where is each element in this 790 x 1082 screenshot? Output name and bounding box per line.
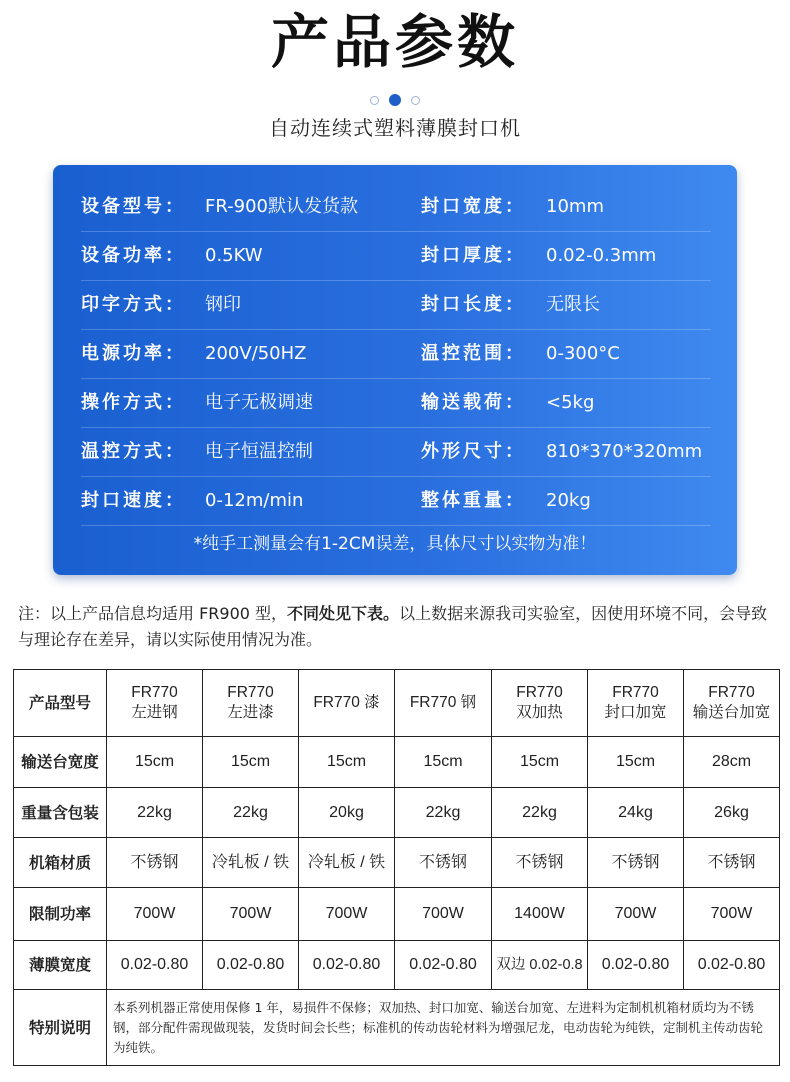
model-cell	[299, 670, 395, 737]
table-cell: 不锈钢	[684, 838, 780, 888]
row-header: 机箱材质	[14, 838, 107, 888]
spec-row	[81, 329, 711, 379]
table-cell: 不锈钢	[107, 838, 203, 888]
notice-text	[18, 601, 768, 653]
table-cell: 700W	[203, 888, 299, 941]
table-cell: 28cm	[684, 737, 780, 788]
table-cell: 15cm	[588, 737, 684, 788]
table-cell: 冷轧板 / 铁	[299, 838, 395, 888]
model-cell	[395, 670, 492, 737]
model-cell	[492, 670, 588, 737]
table-cell: 22kg	[395, 788, 492, 838]
spec-value: FR-900默认发货款	[205, 196, 358, 217]
spec-label: 外形尺寸：	[421, 441, 526, 462]
spec-value: 无限长	[546, 294, 600, 315]
row-header: 输送台宽度	[14, 737, 107, 788]
spec-value: 0.5KW	[205, 245, 263, 266]
spec-label: 输送载荷：	[421, 392, 526, 413]
row-header: 限制功率	[14, 888, 107, 941]
model-line-1: FR770	[612, 684, 659, 701]
model-line-2: 左进钢	[131, 704, 178, 721]
table-cell: 15cm	[395, 737, 492, 788]
spec-label: 整体重量：	[421, 490, 526, 511]
table-cell: 22kg	[107, 788, 203, 838]
table-cell: 22kg	[492, 788, 588, 838]
spec-row	[81, 427, 711, 477]
spec-value: 10mm	[546, 196, 604, 217]
product-name: 自动连续式塑料薄膜封口机	[269, 116, 521, 140]
measurement-note: *纯手工测量会有1-2CM误差，具体尺寸以实物为准！	[193, 534, 597, 554]
notice-part-1: 注：以上产品信息均适用 FR900 型，	[18, 604, 288, 623]
spec-label: 温控方式：	[81, 441, 186, 462]
row-header: 特别说明	[14, 990, 107, 1066]
table-cell: 冷轧板 / 铁	[203, 838, 299, 888]
table-cell: 0.02-0.80	[588, 941, 684, 990]
table-cell: 15cm	[107, 737, 203, 788]
spec-row	[81, 182, 711, 232]
table-cell: 26kg	[684, 788, 780, 838]
model-cell	[107, 670, 203, 737]
notice-part-2: 以上数据来源我司实验室，因使用环境不同，会导致与理论存在差异，请以实际使用情况为准。	[18, 604, 768, 649]
table-cell: 不锈钢	[492, 838, 588, 888]
table-cell: 700W	[107, 888, 203, 941]
model-cell	[684, 670, 780, 737]
carousel-dot-2-active[interactable]	[389, 94, 401, 106]
model-cell	[203, 670, 299, 737]
table-cell: 双边 0.02-0.8	[492, 941, 588, 990]
carousel-dot-1[interactable]	[370, 96, 379, 105]
spec-value: 810*370*320mm	[546, 441, 703, 462]
table-cell: 0.02-0.80	[395, 941, 492, 990]
page-title: 产品参数	[270, 8, 519, 76]
spec-value: 电子恒温控制	[205, 441, 313, 462]
row-header: 重量含包装	[14, 788, 107, 838]
spec-label: 设备型号：	[81, 196, 186, 217]
table-row	[14, 838, 780, 888]
spec-value: 20kg	[546, 490, 591, 511]
table-cell: 0.02-0.80	[684, 941, 780, 990]
spec-label: 电源功率：	[81, 343, 186, 364]
table-cell: 700W	[299, 888, 395, 941]
spec-value: 电子无极调速	[205, 392, 313, 413]
table-row	[14, 788, 780, 838]
model-line-1: FR770	[227, 684, 274, 701]
spec-value: <5kg	[546, 392, 595, 413]
spec-label: 封口长度：	[421, 294, 526, 315]
table-cell: 15cm	[299, 737, 395, 788]
notice-emphasis: 不同处见下表。	[287, 604, 400, 623]
spec-label: 封口速度：	[81, 490, 186, 511]
model-line-2: 输送台加宽	[692, 704, 771, 721]
spec-value: 200V/50HZ	[205, 343, 307, 364]
table-header-row	[14, 670, 780, 737]
spec-label: 印字方式：	[81, 294, 186, 315]
model-line-2: 封口加宽	[604, 704, 667, 721]
model-line-1: FR770	[516, 684, 563, 701]
table-cell: 700W	[588, 888, 684, 941]
spec-row	[81, 231, 711, 281]
table-cell: 0.02-0.80	[107, 941, 203, 990]
spec-row	[81, 280, 711, 330]
model-line-1: FR770	[708, 684, 755, 701]
table-cell: 22kg	[203, 788, 299, 838]
remark-text: 本系列机器正常使用保修 1 年，易损件不保修；双加热、封口加宽、输送台加宽、左进料为定制机机箱材质均为不锈钢，部分配件需现做现装，发货时间会长些；标准机的传动齿轮材料为增强尼龙，电动齿轮为纯铁，定制机主传动齿轮为纯铁。	[107, 990, 780, 1066]
model-line-2: 左进漆	[227, 704, 274, 721]
model-line-2: 双加热	[516, 704, 563, 721]
table-cell: 24kg	[588, 788, 684, 838]
table-cell: 700W	[684, 888, 780, 941]
spec-card	[53, 165, 737, 575]
table-row	[14, 737, 780, 788]
spec-label: 封口厚度：	[421, 245, 526, 266]
model-comparison-table	[13, 669, 780, 1066]
table-cell: 20kg	[299, 788, 395, 838]
spec-label: 温控范围：	[421, 343, 526, 364]
row-header: 产品型号	[14, 670, 107, 737]
spec-row	[81, 476, 711, 526]
model-line-1: FR770	[131, 684, 178, 701]
spec-value: 0-300°C	[546, 343, 620, 364]
model-line-1: FR770 钢	[409, 694, 477, 711]
table-cell: 0.02-0.80	[299, 941, 395, 990]
spec-value: 0-12m/min	[205, 490, 304, 511]
table-row	[14, 941, 780, 990]
spec-value: 0.02-0.3mm	[546, 245, 657, 266]
spec-value: 钢印	[205, 294, 241, 315]
model-cell	[588, 670, 684, 737]
remark-row	[14, 990, 780, 1066]
row-header: 薄膜宽度	[14, 941, 107, 990]
table-cell: 不锈钢	[588, 838, 684, 888]
table-cell: 700W	[395, 888, 492, 941]
spec-label: 操作方式：	[81, 392, 186, 413]
spec-label: 设备功率：	[81, 245, 186, 266]
table-cell: 不锈钢	[395, 838, 492, 888]
spec-label: 封口宽度：	[421, 196, 526, 217]
model-line-1: FR770 漆	[313, 694, 380, 711]
carousel-indicator	[0, 94, 790, 106]
table-cell: 15cm	[492, 737, 588, 788]
table-cell: 0.02-0.80	[203, 941, 299, 990]
spec-row	[81, 378, 711, 428]
table-row	[14, 888, 780, 941]
table-cell: 1400W	[492, 888, 588, 941]
carousel-dot-3[interactable]	[411, 96, 420, 105]
table-cell: 15cm	[203, 737, 299, 788]
